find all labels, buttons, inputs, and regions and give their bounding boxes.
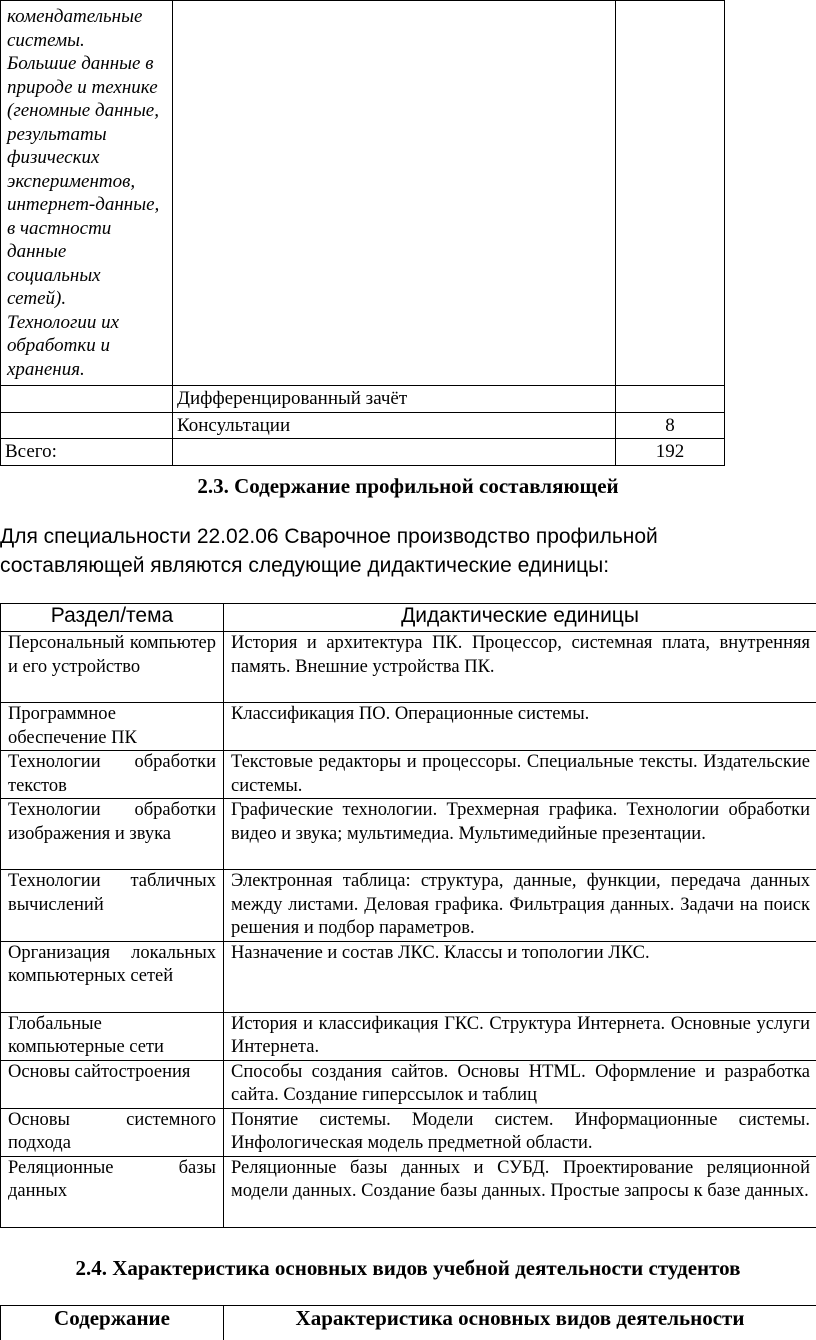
topic-cell: Организация локальных компьютерных сетей [1,941,224,1012]
topic-line: Технологии их [7,311,166,335]
topic-line: результаты [7,123,166,147]
column-header: Раздел/тема [1,604,224,632]
table-row [1,1156,816,1227]
topic-cell [1,1,173,386]
table-header-row [1,604,816,632]
didactic-table [0,603,816,1228]
table-row [1,703,816,751]
row-value: 8 [616,412,725,439]
units-cell: История и классификация ГКС. Структура Интернета. Основные услуги Интернета. [224,1012,816,1060]
table-row [1,386,725,413]
topic-cell: Персональный компьютер и его устройство [1,632,224,703]
topic-line: экспериментов, [7,170,166,194]
table-row [1,632,816,703]
row-label: Дифференцированный зачёт [173,386,616,413]
empty-cell [173,1,616,386]
topic-cell: Глобальные компьютерные сети [1,1012,224,1060]
topic-line: хранения. [7,358,166,382]
units-cell: Текстовые редакторы и процессоры. Специальные тексты. Издательские системы. [224,751,816,799]
section-paragraph [0,522,816,580]
topic-cell: Основы системного подхода [1,1108,224,1156]
column-header: Содержание [1,1306,224,1340]
total-label: Всего: [1,439,173,466]
empty-cell [1,386,173,413]
topic-cell: Программное обеспечение ПК [1,703,224,751]
table-row [1,751,816,799]
topic-line: физических [7,146,166,170]
hours-table [0,0,725,466]
topic-line: данные [7,240,166,264]
topic-line: обработки и [7,334,166,358]
table-row [1,412,725,439]
units-cell: Реляционные базы данных и СУБД. Проектирование реляционной модели данных. Создание базы данных. Простые запросы к базе данных. [224,1156,816,1227]
table-row [1,1108,816,1156]
topic-cell: Основы сайтостроения [1,1060,224,1108]
topic-line: сетей). [7,287,166,311]
column-header: Характеристика основных видов деятельности [224,1306,816,1340]
row-value [616,386,725,413]
topic-line: системы. [7,29,166,53]
topic-line: комендательные [7,5,166,29]
row-label: Консультации [173,412,616,439]
units-cell: Электронная таблица: структура, данные, функции, передача данных между листами. Деловая графика. Фильтрация данных. Задачи на поиск решения и подбор параметров. [224,870,816,942]
table-row [1,1,725,386]
units-cell: Графические технологии. Трехмерная графика. Технологии обработки видео и звука; мультимедиа. Мультимедийные презентации. [224,799,816,870]
table-row [1,1012,816,1060]
topic-line: природе и технике [7,76,166,100]
topic-line: социальных [7,264,166,288]
units-cell: История и архитектура ПК. Процессор, системная плата, внутренняя память. Внешние устройства ПК. [224,632,816,703]
section-title: 2.4. Характеристика основных видов учебной деятельности студентов [0,1256,816,1281]
column-header: Дидактические единицы [224,604,816,632]
topic-text [7,5,166,381]
units-cell: Классификация ПО. Операционные системы. [224,703,816,751]
topic-line: в частности [7,217,166,241]
activities-table [0,1305,816,1340]
total-value: 192 [616,439,725,466]
topic-cell: Технологии обработки изображения и звука [1,799,224,870]
topic-line: интернет-данные, [7,193,166,217]
table-row [1,941,816,1012]
units-cell: Способы создания сайтов. Основы HTML. Оформление и разработка сайта. Создание гиперссылок и таблиц [224,1060,816,1108]
topic-cell: Технологии табличных вычислений [1,870,224,942]
table-row [1,870,816,942]
empty-cell [616,1,725,386]
topic-cell: Технологии обработки текстов [1,751,224,799]
units-cell: Понятие системы. Модели систем. Информационные системы. Инфологическая модель предметной области. [224,1108,816,1156]
table-header-row [1,1306,816,1340]
table-row [1,1060,816,1108]
empty-cell [1,412,173,439]
paragraph-line: составляющей являются следующие дидактические единицы: [0,551,816,580]
table-row [1,799,816,870]
paragraph-line: Для специальности 22.02.06 Сварочное производство профильной [0,522,816,551]
topic-line: (геномные данные, [7,99,166,123]
topic-line: Большие данные в [7,52,166,76]
empty-cell [173,439,616,466]
section-title: 2.3. Содержание профильной составляющей [0,474,816,499]
table-row [1,439,725,466]
units-cell: Назначение и состав ЛКС. Классы и топологии ЛКС. [224,941,816,1012]
topic-cell: Реляционные базы данных [1,1156,224,1227]
